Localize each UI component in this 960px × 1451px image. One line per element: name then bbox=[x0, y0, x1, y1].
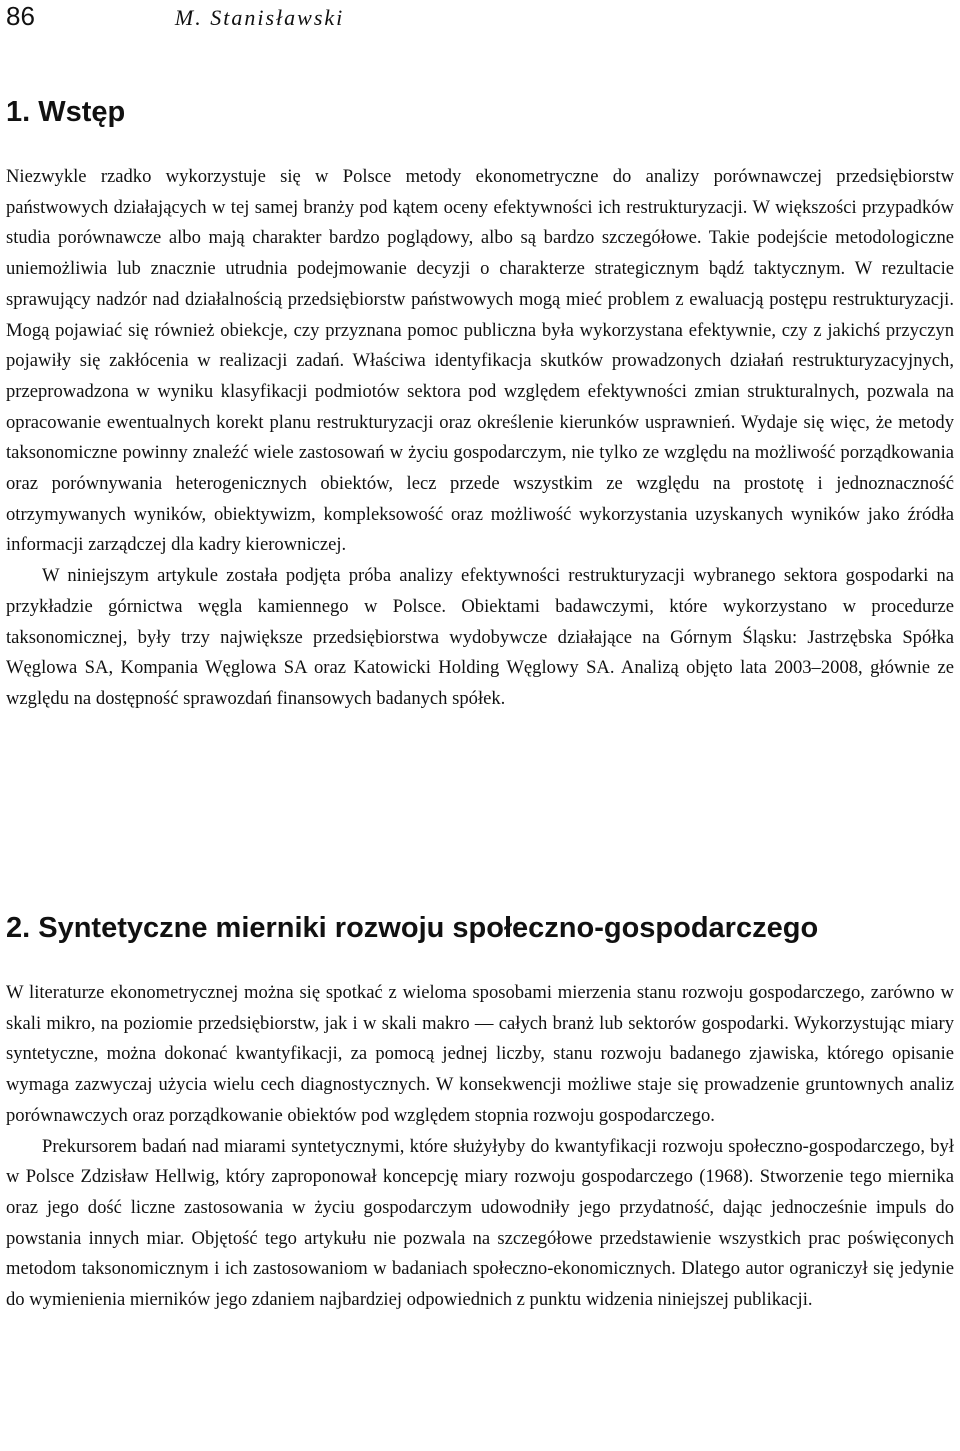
running-header bbox=[6, 0, 344, 32]
paragraph: W niniejszym artykule została podjęta próba analizy efektywności restrukturyzacji wybranego sektora gospodarki na przykładzie górnictwa węgla kamiennego w Polsce. Obiektami badawczymi, które wykorzystano w procedurze taksonomicznej, były trzy największe przedsiębiorstwa wydobywcze działające na Górnym Śląsku: Jastrzębska Spółka Węglowa SA, Kompania Węglowa SA oraz Katowicki Holding Węglowy SA. Analizą objęto lata 2003–2008, głównie ze względu na dostępność sprawozdań finansowych badanych spółek. bbox=[6, 565, 954, 709]
paragraph: Prekursorem badań nad miarami syntetycznymi, które służyłyby do kwantyfikacji rozwoju społeczno-gospodarczego, był w Polsce Zdzisław Hellwig, który zaproponował koncepcję miary rozwoju gospodarczego (1968). Stworzenie tego miernika oraz jego dość liczne zastosowania w życiu gospodarczym udowodniły jego przydatność, dając jednocześnie impuls do powstania innych miar. Objętość tego artykułu nie pozwala na szczegółowe przedstawienie wszystkich prac poświęconych metodom taksonomicznym i ich zastosowaniom w badaniach społeczno-ekonomicznych. Dlatego autor ograniczył się jedynie do wymienienia mierników jego zdaniem najbardziej odpowiednich z punktu widzenia niniejszej publikacji. bbox=[6, 1135, 954, 1311]
section-heading-introduction: 1. Wstęp bbox=[6, 96, 126, 128]
page-number: 86 bbox=[6, 1, 35, 31]
paragraph: Niezwykle rzadko wykorzystuje się w Polsce metody ekonometryczne do analizy porównawczej przedsiębiorstw państwowych działających w tej samej branży pod kątem oceny efektywności ich restrukturyzacji. W większości przypadków studia porównawcze albo mają charakter bardzo poglądowy, albo są bardzo szczegółowe. Takie podejście metodologiczne uniemożliwia lub znacznie utrudnia podejmowanie decyzji o charakterze strategicznym bądź taktycznym. W rezultacie sprawujący nadzór nad działalnością przedsiębiorstw państwowych mogą mieć problem z ewaluacją postępu restrukturyzacji. Mogą pojawiać się również obiekcje, czy przyznana pomoc publiczna była wykorzystana efektywnie, czy z jakichś przyczyn pojawiły się zakłócenia w realizacji zadań. Właściwa identyfikacja skutków prowadzonych działań restrukturyzacyjnych, przeprowadzona w wyniku klasyfikacji podmiotów sektora pod względem efektywności zmian strukturalnych, pozwala na opracowanie ewentualnych korekt planu restrukturyzacji oraz określenie kierunków usprawnień. Wydaje się więc, że metody taksonomiczne powinny znaleźć wiele zastosowań w życiu gospodarczym, nie tylko ze względu na możliwość porządkowania oraz porównywania heterogenicznych obiektów, lecz przede wszystkim ze względu na prostotę i jednoznaczność otrzymywanych wyników, obiektywizm, kompleksowość oraz możliwość wykorzystania uzyskanych wyników jako źródła informacji zarządczej dla kadry kierowniczej. bbox=[6, 166, 954, 556]
paragraph: W literaturze ekonometrycznej można się spotkać z wieloma sposobami mierzenia stanu rozwoju gospodarczego, zarówno w skali mikro, na poziomie przedsiębiorstw, jak i w skali makro — całych branż lub sektorów gospodarki. Wykorzystując miary syntetyczne, można dokonać kwantyfikacji, za pomocą jednej liczby, stanu rozwoju badanego zjawiska, którego opisanie wymaga zazwyczaj użycia wielu cech diagnostycznych. W konsekwencji możliwe staje się prowadzenie gruntownych analiz porównawczych oraz porządkowanie obiektów pod względem stopnia rozwoju gospodarczego. bbox=[6, 982, 954, 1126]
section-heading-synthetic-measures: 2. Syntetyczne mierniki rozwoju społeczno-gospodarczego bbox=[6, 912, 819, 944]
section-body-synthetic-measures bbox=[6, 978, 954, 1316]
running-head-author: M. Stanisławski bbox=[174, 5, 345, 30]
section-body-introduction bbox=[6, 162, 954, 715]
